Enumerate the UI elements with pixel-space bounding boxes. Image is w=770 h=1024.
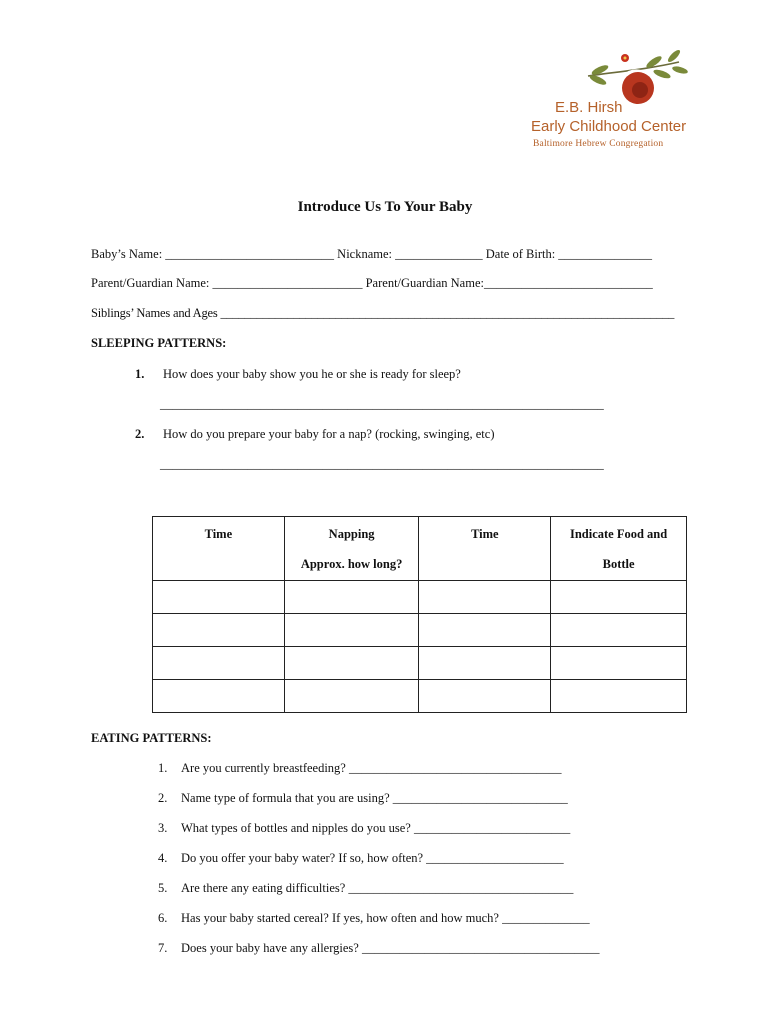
table-cell[interactable]: [153, 581, 285, 614]
eating-question-number: 1.: [158, 761, 168, 775]
table-cell[interactable]: [419, 680, 551, 713]
guardian-info-row[interactable]: Parent/Guardian Name: ________________________ Parent/Guardian Name:___________________________: [91, 276, 653, 290]
eating-question[interactable]: Name type of formula that you are using? ____________________________: [181, 791, 568, 805]
table-cell[interactable]: [551, 614, 687, 647]
table-header-napping: Napping Approx. how long?: [284, 517, 419, 581]
table-cell[interactable]: [284, 614, 419, 647]
eating-question-number: 5.: [158, 881, 168, 895]
eating-question-number: 4.: [158, 851, 168, 865]
logo-organization: Baltimore Hebrew Congregation: [533, 139, 664, 149]
sleep-question-text: How does your baby show you he or she is ready for sleep?: [163, 367, 461, 381]
logo-subtitle: Early Childhood Center: [531, 118, 687, 135]
table-row: [153, 647, 687, 680]
table-cell[interactable]: [551, 581, 687, 614]
eating-question-number: 3.: [158, 821, 168, 835]
eating-question[interactable]: Are there any eating difficulties? ____________________________________: [181, 881, 574, 895]
eating-heading: EATING PATTERNS:: [91, 731, 212, 745]
table-header-row: [153, 517, 687, 581]
eating-question-number: 2.: [158, 791, 168, 805]
eating-question[interactable]: Does your baby have any allergies? ______________________________________: [181, 941, 600, 955]
baby-info-row[interactable]: Baby’s Name: ___________________________ Nickname: ______________ Date of Birth: _______________: [91, 247, 653, 261]
sleep-question-number: 1.: [135, 367, 145, 381]
siblings-info-row[interactable]: Siblings’ Names and Ages ___________________________________________________________________________: [91, 306, 675, 320]
table-header-time: Time: [153, 517, 285, 581]
sleep-question-text: How do you prepare your baby for a nap? (rocking, swinging, etc): [163, 427, 495, 441]
eating-question-number: 7.: [158, 941, 168, 955]
table-row: [153, 614, 687, 647]
table-cell[interactable]: [419, 647, 551, 680]
eating-question-number: 6.: [158, 911, 168, 925]
table-row: [153, 680, 687, 713]
table-cell[interactable]: [551, 647, 687, 680]
table-cell[interactable]: [153, 614, 285, 647]
table-cell[interactable]: [284, 680, 419, 713]
table-cell[interactable]: [419, 581, 551, 614]
table-cell[interactable]: [284, 647, 419, 680]
table-header-time: Time: [419, 517, 551, 581]
table-cell[interactable]: [153, 680, 285, 713]
sleep-answer-line[interactable]: _______________________________________________________________________: [160, 397, 604, 411]
table-cell[interactable]: [419, 614, 551, 647]
nap-schedule-table: [152, 516, 687, 713]
sleeping-heading: SLEEPING PATTERNS:: [91, 336, 227, 350]
table-cell[interactable]: [284, 581, 419, 614]
eating-question[interactable]: Are you currently breastfeeding? __________________________________: [181, 761, 562, 775]
table-cell[interactable]: [551, 680, 687, 713]
page-title: Introduce Us To Your Baby: [297, 199, 473, 215]
table-header-food-bottle: Indicate Food and Bottle: [551, 517, 687, 581]
logo-title: E.B. Hirsh: [555, 99, 623, 116]
table-cell[interactable]: [153, 647, 285, 680]
sleep-question-number: 2.: [135, 427, 145, 441]
table-row: [153, 581, 687, 614]
sleep-answer-line[interactable]: _______________________________________________________________________: [160, 457, 604, 471]
eating-question[interactable]: Has your baby started cereal? If yes, how often and how much? ______________: [181, 911, 590, 925]
eating-question[interactable]: Do you offer your baby water? If so, how often? ______________________: [181, 851, 564, 865]
eating-question[interactable]: What types of bottles and nipples do you use? _________________________: [181, 821, 571, 835]
